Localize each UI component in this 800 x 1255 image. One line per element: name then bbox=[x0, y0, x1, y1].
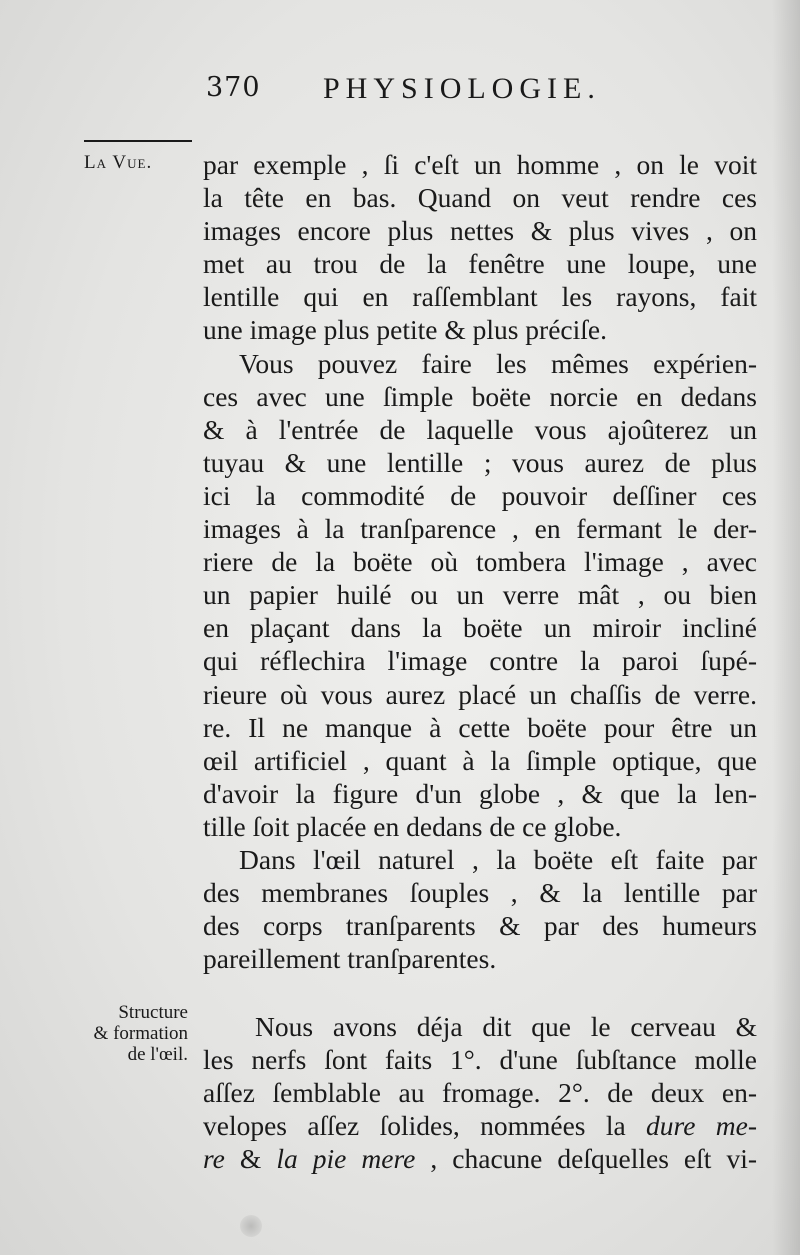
text-line: en plaçant dans la boëte un miroir incliné bbox=[203, 612, 757, 644]
text-line: re & la pie mere , chacune deſquelles eſt vi- bbox=[203, 1143, 757, 1175]
text-line: la tête en bas. Quand on veut rendre ces bbox=[203, 182, 757, 214]
text-line: lentille qui en raſſemblant les rayons, fait bbox=[203, 281, 757, 313]
text-line: re. Il ne manque à cette boëte pour être un bbox=[203, 711, 757, 743]
text-line: ces avec une ſimple boëte norcie en dedans bbox=[203, 380, 757, 412]
text-line: Dans l'œil naturel , la boëte eſt faite par bbox=[239, 843, 757, 875]
text-line: les nerfs ſont faits 1°. d'une ſubſtance molle bbox=[203, 1044, 757, 1076]
text-line: par exemple , ſi c'eſt un homme , on le voit bbox=[203, 149, 757, 180]
text-line: rieure où vous aurez placé un chaſſis de verre. bbox=[203, 678, 757, 710]
text-line bbox=[203, 1109, 757, 1142]
running-title: PHYSIOLOGIE. bbox=[323, 72, 601, 105]
text-line: d'avoir la figure d'un globe , & que la len- bbox=[203, 777, 757, 809]
text-line: œil artificiel , quant à la ſimple optique, que bbox=[203, 744, 757, 776]
text-line: images encore plus nettes & plus vives , on bbox=[203, 215, 757, 247]
page-gutter-shadow bbox=[772, 0, 800, 1255]
text-line: des membranes ſouples , & la lentille par bbox=[203, 877, 757, 909]
margin-note-line: Structure bbox=[118, 1002, 188, 1023]
margin-note-la-vue: La Vue. bbox=[84, 152, 153, 173]
text-line: pareillement tranſparentes. bbox=[203, 943, 497, 975]
text-line: Nous avons déja dit que le cerveau & bbox=[255, 1011, 757, 1042]
text-line: images à la tranſparence , en fermant le der- bbox=[203, 513, 757, 545]
margin-note-line: de l'œil. bbox=[127, 1044, 188, 1065]
italic-term: re bbox=[203, 1143, 225, 1175]
body-text-section-2 bbox=[203, 1010, 757, 1175]
text-line: qui réflechira l'image contre la paroi ſupé- bbox=[203, 645, 757, 677]
text-line: une image plus petite & plus préciſe. bbox=[203, 314, 607, 346]
text-line: riere de la boëte où tombera l'image , avec bbox=[203, 546, 757, 578]
margin-note-structure bbox=[62, 1002, 188, 1065]
body-text-section-1 bbox=[203, 148, 757, 975]
margin-note-line: & formation bbox=[93, 1023, 188, 1044]
text-line: met au trou de la fenêtre une loupe, une bbox=[203, 248, 757, 280]
text-line: tille ſoit placée en dedans de ce globe. bbox=[203, 810, 622, 842]
text-line: & à l'entrée de laquelle vous ajoûterez un bbox=[203, 413, 757, 445]
text-line: ici la commodité de pouvoir deſſiner ces bbox=[203, 479, 757, 511]
italic-term: dure me- bbox=[646, 1110, 757, 1142]
text-line: un papier huilé ou un verre mât , ou bien bbox=[203, 579, 757, 611]
page-header bbox=[0, 72, 800, 112]
text-line: aſſez ſemblable au fromage. 2°. de deux en- bbox=[203, 1077, 757, 1109]
text-line: Vous pouvez faire les mêmes expérien- bbox=[239, 347, 757, 379]
italic-term: la pie mere bbox=[276, 1143, 416, 1175]
margin-rule bbox=[84, 140, 192, 142]
paper-smudge bbox=[240, 1215, 262, 1237]
text-line: tuyau & une lentille ; vous aurez de plus bbox=[203, 446, 757, 478]
text-fragment: velopes aſſez ſolides, nommées la bbox=[203, 1110, 626, 1142]
page-number: 370 bbox=[206, 72, 261, 103]
text-line: des corps tranſparents & par des humeurs bbox=[203, 910, 757, 942]
